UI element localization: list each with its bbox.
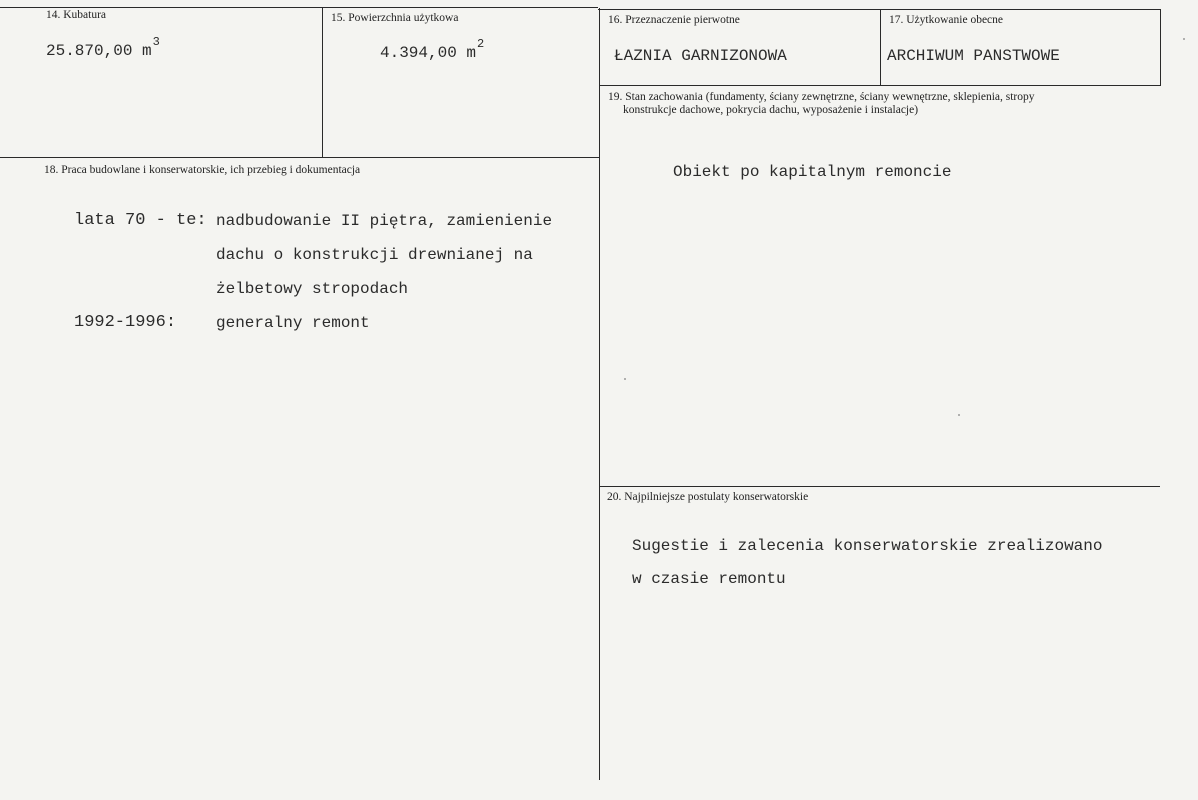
field-19-label-line1: 19. Stan zachowania (fundamenty, ściany zewnętrzne, ściany wewnętrzne, sklepienia, stropy <box>608 91 1035 103</box>
rule-below-16-17 <box>599 85 1161 86</box>
scan-speck <box>1183 38 1185 40</box>
field-17-value: ARCHIWUM PANSTWOWE <box>887 47 1060 65</box>
field-17-label: 17. Użytkowanie obecne <box>889 14 1004 26</box>
field-20-line-2: w czasie remontu <box>632 570 786 588</box>
field-18-entry-2-line-1: generalny remont <box>216 314 370 332</box>
rule-below-14-15 <box>0 157 600 158</box>
field-20-label: 20. Najpilniejsze postulaty konserwatorskie <box>607 491 809 503</box>
field-18-entry-1-line-2: dachu o konstrukcji drewnianej na <box>216 246 533 264</box>
field-18-label: 18. Praca budowlane i konserwatorskie, ich przebieg i dokumentacja <box>44 164 361 176</box>
field-16-label: 16. Przeznaczenie pierwotne <box>608 14 740 26</box>
field-14-unit-exponent: 3 <box>152 35 160 49</box>
divider-14-15 <box>322 7 323 157</box>
field-18-entry-2-date: 1992-1996: <box>74 313 177 332</box>
main-vertical-divider <box>599 8 600 780</box>
field-14-number: 25.870,00 m <box>46 42 152 60</box>
field-14-label: 14. Kubatura <box>46 9 107 21</box>
field-15-label: 15. Powierzchnia użytkowa <box>331 12 459 24</box>
field-19-label-line2: konstrukcje dachowe, pokrycia dachu, wyposażenie i instalacje) <box>623 104 919 116</box>
field-19-value: Obiekt po kapitalnym remoncie <box>673 163 952 181</box>
rule-below-19 <box>599 486 1160 487</box>
field-18-entry-1-line-1: nadbudowanie II piętra, zamienienie <box>216 212 553 230</box>
right-edge <box>1160 9 1161 85</box>
field-18-entry-1-date: lata 70 - te: <box>74 211 207 230</box>
scan-speck <box>958 414 960 416</box>
field-18-entry-1-line-3: żelbetowy stropodach <box>216 280 409 298</box>
field-14-value <box>46 35 160 60</box>
field-15-value <box>380 37 485 62</box>
divider-16-17 <box>880 9 881 85</box>
scan-speck <box>624 378 626 380</box>
field-15-unit-exponent: 2 <box>477 37 485 51</box>
field-16-value: ŁAZNIA GARNIZONOWA <box>614 47 787 65</box>
field-15-number: 4.394,00 m <box>380 44 477 62</box>
field-20-line-1: Sugestie i zalecenia konserwatorskie zrealizowano <box>632 537 1103 555</box>
